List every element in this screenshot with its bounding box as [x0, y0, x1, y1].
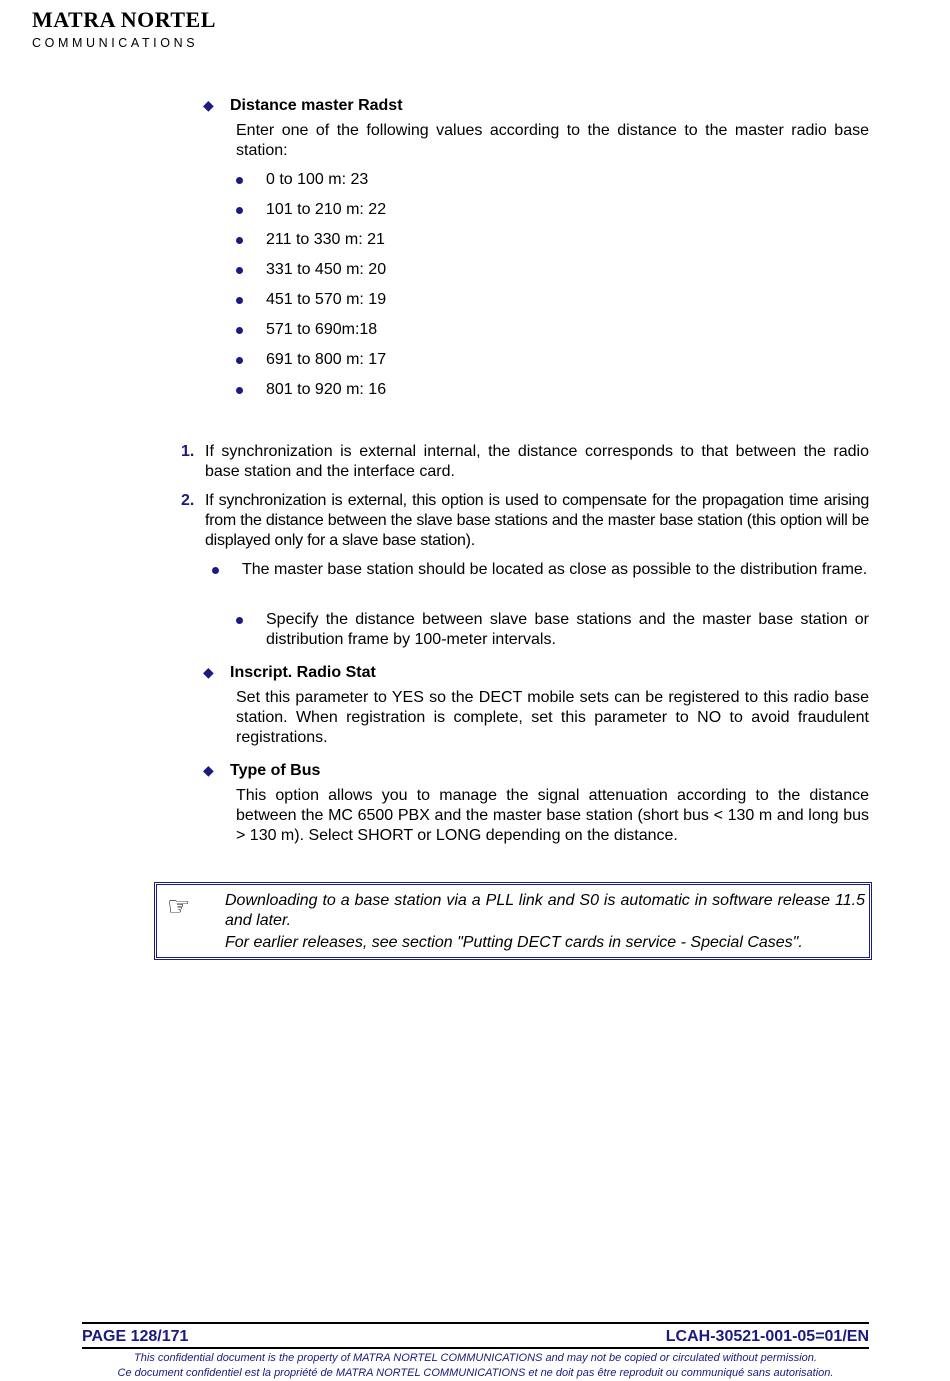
bullet-icon [236, 237, 243, 244]
numbered-marker: 1. [181, 443, 195, 460]
note-line: Downloading to a base station via a PLL link and S0 is automatic in software release 11.5 and later. [225, 892, 865, 929]
heading-text: Type of Bus [230, 762, 321, 779]
section-text: This option allows you to manage the signal attenuation according to the distance between the MC 6500 PBX and the master base station (short bus < 130 m and long bus > 130 m). Select SHORT or LONG depending on the distance. [236, 787, 869, 844]
list-item: Specify the distance between slave base stations and the master base station or distribution frame by 100-meter intervals. [266, 611, 869, 648]
footer-divider [82, 1322, 869, 1324]
bullet-icon [212, 567, 219, 574]
bullet-icon [236, 357, 243, 364]
bullet-icon [236, 207, 243, 214]
list-item: 801 to 920 m: 16 [266, 381, 387, 398]
list-item: 331 to 450 m: 20 [266, 261, 387, 278]
page-number: PAGE 128/171 [82, 1328, 189, 1345]
numbered-marker: 2. [181, 492, 195, 509]
section-text: Set this parameter to YES so the DECT mobile sets can be registered to this radio base station. When registration is complete, set this parameter to NO to avoid fraudulent registrations. [236, 689, 869, 746]
list-item: The master base station should be located as close as possible to the distribution frame. [242, 561, 868, 578]
bullet-icon [236, 327, 243, 334]
logo-bottom-text: COMMUNICATIONS [32, 36, 199, 50]
confidential-notice-fr: Ce document confidentiel est la propriété de MATRA NORTEL COMMUNICATIONS et ne doit pas être reproduit ou communiqué sans autorisation. [117, 1367, 834, 1379]
bullet-icon [236, 177, 243, 184]
bullet-icon [236, 297, 243, 304]
bullet-icon [236, 617, 243, 624]
pointing-hand-icon: ☞ [167, 891, 191, 921]
document-reference: LCAH-30521-001-05=01/EN [665, 1328, 869, 1345]
list-item: 211 to 330 m: 21 [266, 231, 385, 248]
note-line: For earlier releases, see section "Putting DECT cards in service - Special Cases". [225, 934, 803, 951]
list-item: 0 to 100 m: 23 [266, 171, 369, 188]
diamond-bullet-icon: ◆ [203, 664, 214, 680]
diamond-bullet-icon: ◆ [203, 97, 214, 113]
section-intro: Enter one of the following values according to the distance to the master radio base station: [236, 122, 869, 159]
list-item: 571 to 690m:18 [266, 321, 378, 338]
confidential-notice-en: This confidential document is the property of MATRA NORTEL COMMUNICATIONS and may not be copied or circulated without permission. [134, 1352, 817, 1364]
diamond-bullet-icon: ◆ [203, 762, 214, 778]
list-item: 451 to 570 m: 19 [266, 291, 387, 308]
bullet-icon [236, 267, 243, 274]
list-item: 101 to 210 m: 22 [266, 201, 387, 218]
section-heading-type-of-bus [203, 760, 320, 781]
numbered-text: If synchronization is external, this option is used to compensate for the propagation time arising from the distance between the slave base stations and the master base station (this option will be displayed only for a slave base station). [205, 492, 869, 549]
note-text [225, 891, 865, 953]
footer-divider [82, 1347, 869, 1349]
logo-top-text: MATRA NORTEL [32, 7, 216, 32]
heading-text: Distance master Radst [230, 97, 403, 114]
heading-text: Inscript. Radio Stat [230, 664, 376, 681]
section-heading-distance [203, 95, 403, 116]
bullet-icon [236, 387, 243, 394]
list-item: 691 to 800 m: 17 [266, 351, 387, 368]
note-box [154, 882, 872, 960]
company-logo [32, 8, 216, 51]
section-heading-inscript [203, 662, 376, 683]
numbered-text: If synchronization is external internal, the distance corresponds to that between the radio base station and the interface card. [205, 443, 869, 480]
